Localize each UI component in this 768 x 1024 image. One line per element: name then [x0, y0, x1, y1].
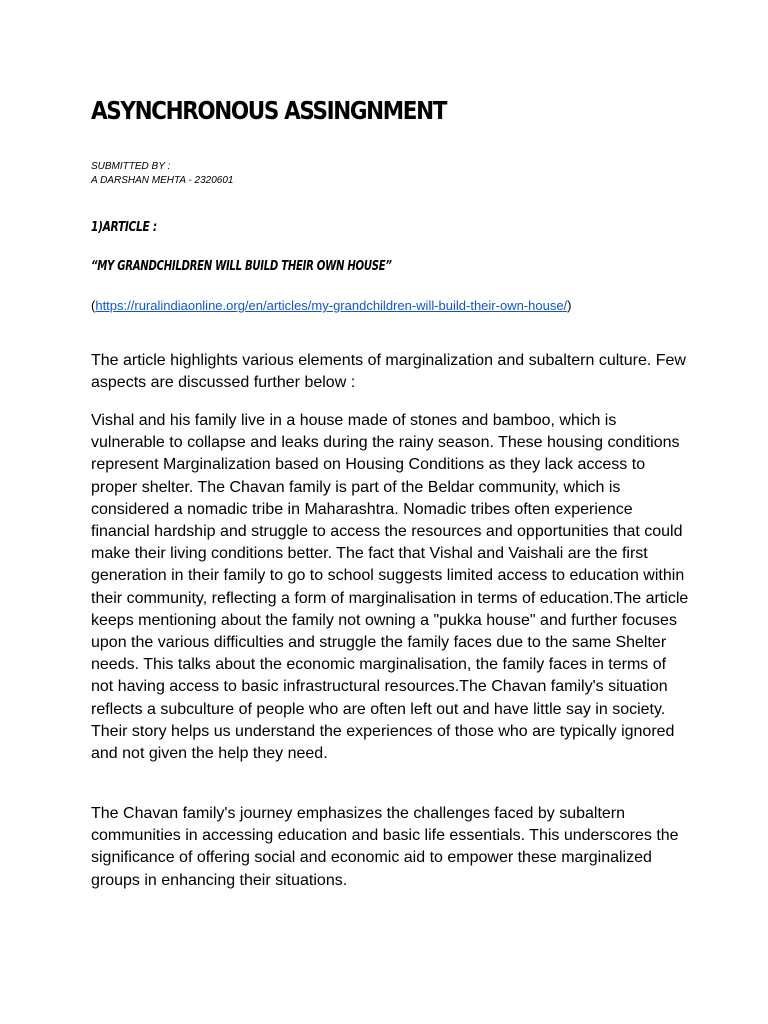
paragraph-conclusion: The Chavan family's journey emphasizes the challenges faced by subaltern communities in accessing education and basic life essentials. This underscores the significance of offering social and economic aid to empower these marginalized groups in enhancing their situations.: [91, 805, 679, 889]
paragraph-intro: The article highlights various elements of marginalization and subaltern culture. Few aspects are discussed further below :: [91, 352, 686, 392]
document-title: ASYNCHRONOUS ASSINGNMENT: [91, 96, 446, 125]
paragraph-analysis: Vishal and his family live in a house made of stones and bamboo, which is vulnerable to collapse and leaks during the rainy season. These housing conditions represent Marginalization based on Housing Conditions as they lack access to proper shelter. The Chavan family is part of the Beldar community, which is considered a nomadic tribe in Maharashtra. Nomadic tribes often experience financial hardship and struggle to access the resources and opportunities that could make their living conditions better. The fact that Vishal and Vaishali are the first generation in their family to go to school suggests limited access to education within their community, reflecting a form of marginalisation in terms of education.The article keeps mentioning about the family not owning a "pukka house" and further focuses upon the various difficulties and struggle the family faces due to the same Shelter needs. This talks about the economic marginalisation, the family faces in terms of not having access to basic infrastructural resources.The Chavan family's situation reflects a subculture of people who are often left out and have little say in society. Their story helps us understand the experiences of those who are typically ignored and not given the help they need.: [91, 412, 689, 763]
article-link-line: [91, 298, 572, 313]
submission-info: [91, 160, 233, 188]
article-heading: 1)ARTICLE :: [91, 220, 157, 235]
article-title: “MY GRANDCHILDREN WILL BUILD THEIR OWN HOUSE”: [91, 259, 392, 274]
submitted-by-label: SUBMITTED BY :: [91, 161, 171, 172]
link-close-paren: ): [567, 298, 572, 313]
link-open-paren: (: [91, 298, 96, 313]
article-link[interactable]: https://ruralindiaonline.org/en/articles/my-grandchildren-will-build-their-own-house/: [95, 298, 568, 313]
author-line: A DARSHAN MEHTA - 2320601: [91, 175, 234, 186]
